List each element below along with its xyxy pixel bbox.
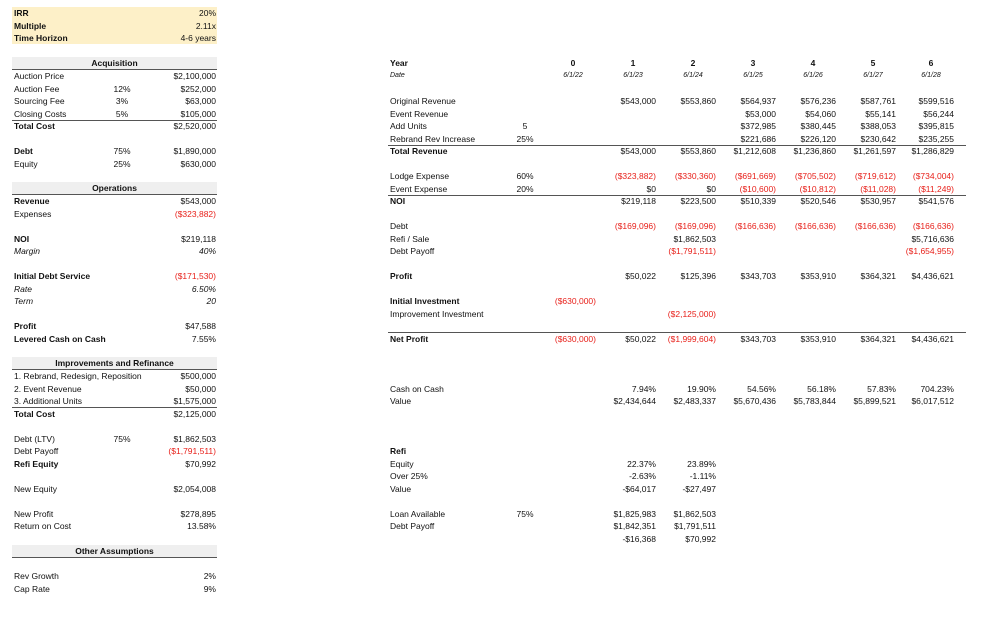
new-equity-value[interactable]: $2,054,008 xyxy=(173,483,216,494)
multiple-label: Multiple xyxy=(14,20,47,31)
cell-year-6[interactable]: $599,516 xyxy=(918,96,954,106)
irr-value[interactable]: 20% xyxy=(198,8,216,18)
new-profit-label: New Profit xyxy=(14,508,54,519)
improvement-label: 3. Additional Units xyxy=(14,396,83,406)
debt-ltv-pct[interactable]: 75% xyxy=(113,433,131,444)
cell-year-2[interactable]: 23.89% xyxy=(687,458,716,469)
auction-price-value[interactable]: $2,100,000 xyxy=(173,71,216,81)
improvement-row xyxy=(12,370,217,383)
acq-total-label: Total Cost xyxy=(14,121,55,131)
event-expense-row-label: Event Expense xyxy=(390,183,448,194)
ops-margin-value[interactable]: 40% xyxy=(198,246,216,256)
refi-value-row-label: Value xyxy=(390,483,412,494)
cell-year-5[interactable]: $530,957 xyxy=(860,196,896,206)
cell-year-0[interactable]: ($630,000) xyxy=(554,296,596,306)
date-header: 6/1/23 xyxy=(623,72,643,79)
auction-fee-label: Auction Fee xyxy=(14,83,60,94)
acq-total-value[interactable]: $2,520,000 xyxy=(173,121,216,131)
cell-year-4[interactable]: ($10,812) xyxy=(799,183,836,194)
ops-debt-service-label: Initial Debt Service xyxy=(14,271,91,281)
cell-year-6[interactable]: $4,436,621 xyxy=(911,271,954,281)
ops-revenue-value[interactable]: $543,000 xyxy=(180,196,216,206)
cell-year-2[interactable]: $0 xyxy=(706,183,716,194)
profit-row xyxy=(0,270,1000,283)
lodge-expense-row-param[interactable]: 60% xyxy=(516,171,534,181)
event-expense-row-param[interactable]: 20% xyxy=(516,183,534,194)
improvements-header: Improvements and Refinance xyxy=(12,357,217,370)
rebrand-row-param[interactable]: 25% xyxy=(516,133,534,144)
sourcing-fee-value[interactable]: $63,000 xyxy=(185,96,216,106)
cell-year-2[interactable]: ($2,125,000) xyxy=(667,308,716,319)
cell-year-4[interactable]: ($705,502) xyxy=(794,171,836,181)
refi-over25-row xyxy=(0,470,1000,483)
imp-debt-payoff-row xyxy=(12,445,217,458)
cell-year-3[interactable]: $221,686 xyxy=(740,133,776,144)
ops-revenue-label: Revenue xyxy=(14,196,50,206)
debt-ltv-label: Debt (LTV) xyxy=(14,433,55,444)
auction-price-label: Auction Price xyxy=(14,71,65,81)
cell-year-3[interactable]: $372,985 xyxy=(740,121,776,131)
closing-costs-value[interactable]: $105,000 xyxy=(180,108,216,119)
year-header: 6 xyxy=(928,58,934,68)
value-row-label: Value xyxy=(390,396,412,406)
cell-year-4[interactable]: $520,546 xyxy=(800,196,836,206)
year-header: 5 xyxy=(870,58,876,68)
cell-year-4[interactable]: $5,783,844 xyxy=(793,396,836,406)
cell-year-2[interactable]: ($1,999,604) xyxy=(667,333,716,344)
value-row xyxy=(0,395,1000,408)
cell-year-2[interactable]: ($1,791,511) xyxy=(668,246,716,256)
year-header: 3 xyxy=(750,58,756,68)
year-header: 4 xyxy=(810,58,816,68)
cell-year-3[interactable]: ($10,600) xyxy=(739,183,776,194)
cap-rate-row xyxy=(12,583,217,596)
cell-year-1[interactable]: ($323,882) xyxy=(614,171,656,181)
cell-year-1[interactable]: $0 xyxy=(646,183,656,194)
date-header: 6/1/28 xyxy=(921,72,941,79)
event-revenue-row-label: Event Revenue xyxy=(390,108,449,119)
acq-equity-value[interactable]: $630,000 xyxy=(180,158,216,169)
ops-profit-row xyxy=(12,320,217,333)
imp-total-label: Total Cost xyxy=(14,408,55,419)
cell-year-6[interactable]: ($166,636) xyxy=(912,221,954,231)
time-horizon-row xyxy=(12,32,217,45)
cell-year-6[interactable]: $235,255 xyxy=(918,133,954,144)
cell-year-2[interactable]: $1,862,503 xyxy=(673,508,716,519)
refi-value-row xyxy=(0,483,1000,496)
cell-year-4[interactable]: $380,445 xyxy=(800,121,836,131)
loan-available-row-label: Loan Available xyxy=(390,508,446,519)
cell-year-2[interactable]: 19.90% xyxy=(687,383,716,394)
total-revenue-row xyxy=(0,145,1000,158)
cell-year-6[interactable]: $4,436,621 xyxy=(911,333,954,344)
event-expense-row xyxy=(0,183,1000,196)
cell-year-3[interactable]: $564,937 xyxy=(740,96,776,106)
cap-rate-value[interactable]: 9% xyxy=(203,583,216,594)
cell-year-1[interactable]: $50,022 xyxy=(625,333,656,344)
ops-profit-value[interactable]: $47,588 xyxy=(185,321,216,331)
cell-year-5[interactable]: ($719,612) xyxy=(854,171,896,181)
new-equity-label: New Equity xyxy=(14,483,57,494)
improvement-label: 2. Event Revenue xyxy=(14,383,82,394)
cell-year-3[interactable]: $53,000 xyxy=(745,108,776,119)
auction-fee-pct[interactable]: 12% xyxy=(113,83,131,94)
imp-total-row xyxy=(12,408,217,421)
ops-profit-label: Profit xyxy=(14,321,37,331)
improvement-value[interactable]: $1,575,000 xyxy=(173,396,216,406)
ops-expenses-row xyxy=(12,208,217,221)
improvement-label: 1. Rebrand, Redesign, Reposition xyxy=(14,371,142,381)
cell-year-2[interactable]: $553,860 xyxy=(680,146,716,156)
return-on-cost-label: Return on Cost xyxy=(14,521,72,531)
cell-year-5[interactable]: 57.83% xyxy=(867,383,896,394)
year-label: Year xyxy=(390,58,408,68)
cell-year-6[interactable]: ($11,249) xyxy=(918,183,954,194)
year-header: 2 xyxy=(690,58,696,68)
irr-row xyxy=(12,7,217,20)
debt-row xyxy=(0,220,1000,233)
ops-debt-service-value[interactable]: ($171,530) xyxy=(174,271,216,281)
refi-debt-payoff-row-label: Debt Payoff xyxy=(390,521,435,531)
cell-year-1[interactable]: 22.37% xyxy=(627,458,656,469)
cell-year-2[interactable]: $1,791,511 xyxy=(674,521,716,531)
cell-year-5[interactable]: ($166,636) xyxy=(854,221,896,231)
refi-sale-row xyxy=(0,233,1000,246)
cell-year-4[interactable]: $54,060 xyxy=(805,108,836,119)
refi-over25-row-label: Over 25% xyxy=(390,471,428,481)
multiple-value[interactable]: 2.11x xyxy=(195,20,216,31)
auction-fee-value[interactable]: $252,000 xyxy=(180,83,216,94)
cell-year-1[interactable]: $1,825,983 xyxy=(613,508,656,519)
rev-growth-label: Rev Growth xyxy=(14,571,59,581)
closing-costs-pct[interactable]: 5% xyxy=(115,108,129,119)
cell-year-1[interactable]: -2.63% xyxy=(629,471,656,481)
improvement-investment-row-label: Improvement Investment xyxy=(390,308,484,319)
cell-year-3[interactable]: $5,670,436 xyxy=(733,396,776,406)
acq-equity-pct[interactable]: 25% xyxy=(113,158,131,169)
refi-equity-label: Refi Equity xyxy=(14,458,59,469)
return-on-cost-value[interactable]: 13.58% xyxy=(187,521,216,531)
cell-year-3[interactable]: $1,212,608 xyxy=(733,146,776,156)
refi-equity-value[interactable]: $70,992 xyxy=(185,458,216,469)
noi-row-label: NOI xyxy=(390,196,406,206)
cell-year-1[interactable]: $543,000 xyxy=(620,96,656,106)
refi-debt-payoff-row xyxy=(0,520,1000,533)
imp-total-value[interactable]: $2,125,000 xyxy=(173,408,216,419)
cell-year-4[interactable]: 56.18% xyxy=(807,383,836,394)
cell-year-6[interactable]: 704.23% xyxy=(920,383,954,394)
cell-year-2[interactable]: $223,500 xyxy=(680,196,716,206)
date-header: 6/1/26 xyxy=(803,72,823,79)
cell-year-5[interactable]: ($11,028) xyxy=(860,183,896,194)
cell-year-3[interactable]: 54.56% xyxy=(747,383,776,394)
cell-year-6[interactable]: $5,716,636 xyxy=(911,233,954,244)
lodge-expense-row-label: Lodge Expense xyxy=(390,171,450,181)
cell-year-2[interactable]: -$27,497 xyxy=(682,483,716,494)
refi-title: Refi xyxy=(390,446,407,456)
cell-year-1[interactable]: $50,022 xyxy=(625,271,656,281)
cell-year-6[interactable]: $6,017,512 xyxy=(911,396,954,406)
cell-year-6[interactable]: ($1,654,955) xyxy=(905,246,954,256)
total-revenue-row-label: Total Revenue xyxy=(390,146,448,156)
cell-year-6[interactable]: ($734,004) xyxy=(912,171,954,181)
date-label: Date xyxy=(390,72,405,79)
cell-year-1[interactable]: $219,118 xyxy=(621,196,656,206)
cell-year-2[interactable]: ($330,360) xyxy=(674,171,716,181)
cell-year-5[interactable]: $55,141 xyxy=(865,108,896,119)
ops-margin-label: Margin xyxy=(14,246,40,256)
date-header-row xyxy=(0,70,1000,83)
net-profit-row xyxy=(0,333,1000,346)
debt-payoff-row xyxy=(0,245,1000,258)
cell-year-4[interactable]: $353,910 xyxy=(800,271,836,281)
rebrand-row xyxy=(0,133,1000,146)
cell-year-5[interactable]: $1,261,597 xyxy=(853,146,896,156)
auction-fee-row xyxy=(12,83,217,96)
closing-costs-label: Closing Costs xyxy=(14,108,67,119)
date-header: 6/1/25 xyxy=(743,72,763,79)
cell-year-6[interactable]: $56,244 xyxy=(923,108,954,119)
cell-year-2[interactable]: $125,396 xyxy=(680,271,716,281)
cell-year-5[interactable]: $5,899,521 xyxy=(853,396,896,406)
irr-label: IRR xyxy=(14,8,29,18)
cell-year-4[interactable]: $576,236 xyxy=(800,96,836,106)
year-header: 1 xyxy=(630,58,636,68)
cell-year-4[interactable]: ($166,636) xyxy=(794,221,836,231)
imp-debt-payoff-value[interactable]: ($1,791,511) xyxy=(168,446,216,456)
debt-ltv-row xyxy=(12,433,217,446)
date-header: 6/1/22 xyxy=(563,72,583,79)
acquisition-header: Acquisition xyxy=(12,57,217,70)
cell-year-1[interactable]: ($169,096) xyxy=(614,221,656,231)
rebrand-row-label: Rebrand Rev Increase xyxy=(390,133,476,144)
ops-rate-value[interactable]: 6.50% xyxy=(191,283,216,294)
loan-available-row-param[interactable]: 75% xyxy=(516,508,534,519)
cell-year-1[interactable]: $1,842,351 xyxy=(613,521,656,531)
rev-growth-row xyxy=(12,570,217,583)
cell-year-0[interactable]: ($630,000) xyxy=(554,333,596,344)
initial-investment-row-label: Initial Investment xyxy=(390,296,460,306)
original-revenue-row-label: Original Revenue xyxy=(390,96,456,106)
time-horizon-label: Time Horizon xyxy=(14,33,68,43)
profit-row-label: Profit xyxy=(390,271,413,281)
date-header: 6/1/27 xyxy=(863,72,883,79)
other-assumptions-header: Other Assumptions xyxy=(12,545,217,558)
cell-year-2[interactable]: $553,860 xyxy=(680,96,716,106)
cell-year-1[interactable]: $2,434,644 xyxy=(613,396,656,406)
debt-row-label: Debt xyxy=(390,221,408,231)
ops-noi-value[interactable]: $219,118 xyxy=(181,233,216,244)
initial-investment-row xyxy=(0,295,1000,308)
cell-year-3[interactable]: $343,703 xyxy=(740,333,776,344)
year-header: 0 xyxy=(570,58,576,68)
cell-year-3[interactable]: ($691,669) xyxy=(734,171,776,181)
refi-equity-row-label: Equity xyxy=(390,458,414,469)
cell-year-3[interactable]: $343,703 xyxy=(740,271,776,281)
cap-rate-label: Cap Rate xyxy=(14,583,50,594)
rev-growth-value[interactable]: 2% xyxy=(203,571,216,581)
cell-year-2[interactable]: ($169,096) xyxy=(674,221,716,231)
ops-term-value[interactable]: 20 xyxy=(206,296,216,306)
ops-term-label: Term xyxy=(14,296,34,306)
acq-equity-label: Equity xyxy=(14,158,38,169)
ops-noi-label: NOI xyxy=(14,233,30,244)
cell-year-6[interactable]: $541,576 xyxy=(918,196,954,206)
add-units-row-label: Add Units xyxy=(390,121,427,131)
lodge-expense-row xyxy=(0,170,1000,183)
cell-year-1[interactable]: $543,000 xyxy=(620,146,656,156)
imp-debt-payoff-label: Debt Payoff xyxy=(14,446,59,456)
acq-debt-value[interactable]: $1,890,000 xyxy=(173,146,216,156)
refi-difference-row xyxy=(0,533,1000,546)
cell-year-4[interactable]: $226,120 xyxy=(800,133,836,144)
add-units-row-param[interactable]: 5 xyxy=(522,121,528,131)
ops-rate-row xyxy=(12,283,217,296)
cell-year-6[interactable]: $1,286,829 xyxy=(911,146,954,156)
year-header-row xyxy=(0,57,1000,70)
cell-year-1[interactable]: -$64,017 xyxy=(622,483,656,494)
loan-available-row xyxy=(0,508,1000,521)
cell-year-2[interactable]: $70,992 xyxy=(685,533,716,544)
operations-header: Operations xyxy=(12,182,217,195)
add-units-row xyxy=(0,120,1000,133)
refi-equity-row xyxy=(0,458,1000,471)
cell-year-4[interactable]: $1,236,860 xyxy=(793,146,836,156)
noi-row xyxy=(0,195,1000,208)
improvement-value[interactable]: $500,000 xyxy=(180,371,216,381)
cell-year-5[interactable]: $388,053 xyxy=(860,121,896,131)
cell-year-5[interactable]: $587,761 xyxy=(860,96,896,106)
cell-year-2[interactable]: $1,862,503 xyxy=(673,233,716,244)
cell-year-2[interactable]: -1.11% xyxy=(689,471,716,481)
refi-sale-row-label: Refi / Sale xyxy=(390,233,430,244)
cell-year-4[interactable]: $353,910 xyxy=(800,333,836,344)
debt-ltv-value[interactable]: $1,862,503 xyxy=(173,433,216,444)
debt-payoff-row-label: Debt Payoff xyxy=(390,246,435,256)
cell-year-1[interactable]: -$16,368 xyxy=(622,533,656,544)
original-revenue-row xyxy=(0,95,1000,108)
cash-on-cash-row-label: Cash on Cash xyxy=(390,383,444,394)
cell-year-3[interactable]: ($166,636) xyxy=(734,221,776,231)
acq-debt-label: Debt xyxy=(14,146,33,156)
sourcing-fee-pct[interactable]: 3% xyxy=(115,96,129,106)
new-profit-value[interactable]: $278,895 xyxy=(180,508,216,519)
event-revenue-row xyxy=(0,108,1000,121)
multiple-row xyxy=(12,20,217,33)
improvement-investment-row xyxy=(0,308,1000,321)
cash-on-cash-row xyxy=(0,383,1000,396)
cell-year-5[interactable]: $364,321 xyxy=(860,333,896,344)
acq-debt-pct[interactable]: 75% xyxy=(113,146,131,156)
time-horizon-value[interactable]: 4-6 years xyxy=(180,33,216,43)
ops-expenses-label: Expenses xyxy=(14,208,52,219)
cell-year-5[interactable]: $364,321 xyxy=(860,271,896,281)
ops-coc-label: Levered Cash on Cash xyxy=(14,333,106,344)
cell-year-6[interactable]: $395,815 xyxy=(918,121,954,131)
date-header: 6/1/24 xyxy=(683,72,703,79)
ops-expenses-value[interactable]: ($323,882) xyxy=(174,208,216,219)
cell-year-2[interactable]: $2,483,337 xyxy=(673,396,716,406)
improvement-value[interactable]: $50,000 xyxy=(185,383,216,394)
cell-year-3[interactable]: $510,339 xyxy=(740,196,776,206)
cell-year-1[interactable]: 7.94% xyxy=(631,383,656,394)
sourcing-fee-label: Sourcing Fee xyxy=(14,96,65,106)
ops-coc-value[interactable]: 7.55% xyxy=(191,333,216,344)
acq-equity-row xyxy=(12,158,217,171)
ops-rate-label: Rate xyxy=(14,283,32,294)
cell-year-5[interactable]: $230,642 xyxy=(860,133,896,144)
net-profit-row-label: Net Profit xyxy=(390,333,429,344)
